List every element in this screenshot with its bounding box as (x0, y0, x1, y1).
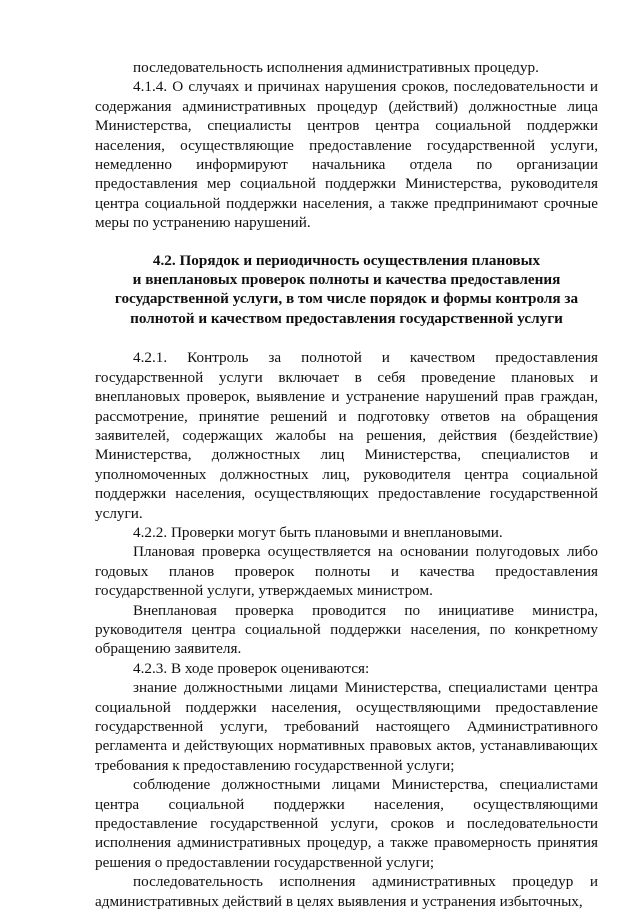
paragraph: соблюдение должностными лицами Министерства, специалистами центра социальной поддержки населения, осуществляющими предоставление государственной услуги, сроков и последовательности исполнения административных процедур, а также правомерность принятия решения о предоставлении государственной услуги; (95, 776, 598, 871)
paragraph: последовательность исполнения административных процедур. (133, 59, 539, 76)
heading-line: полнотой и качеством предоставления государственной услуги (130, 309, 563, 327)
heading-line: 4.2. Порядок и периодичность осуществления плановых (152, 251, 541, 269)
paragraph: 4.1.4. О случаях и причинах нарушения сроков, последовательности и содержания административных процедур (действий) должностные лица Министерства, специалисты центров центра социальной поддержки населения, осуществляющие предоставление государственной услуги, немедленно информируют начальника отдела по организации предоставления мер социальной поддержки Министерства, руководителя центра социальной поддержки населения, а также предпринимают срочные меры по устранению нарушений. (95, 78, 598, 232)
paragraph: 4.2.1. Контроль за полнотой и качеством предоставления государственной услуги включает в себя проведение плановых и внеплановых проверок, выявление и устранение нарушений прав граждан, рассмотрение, принятие решений и подготовку ответов на обращения заявителей, содержащих жалобы на решения, действия (бездействие) Министерства, должностных лиц Министерства, специалистов и уполномоченных должностных лиц, руководителя центра социальной поддержки населения, осуществляющих предоставление государственной услуги. (95, 349, 598, 522)
paragraph: знание должностными лицами Министерства, специалистами центра социальной поддержки населения, осуществляющими предоставление государственной услуги, требований настоящего Административного регламента и действующих нормативных правовых актов, устанавливающих требования к предоставлению государственной услуги; (95, 679, 598, 774)
paragraph: 4.2.3. В ходе проверок оцениваются: (133, 659, 370, 677)
paragraph: Плановая проверка осуществляется на основании полугодовых либо годовых планов проверок полноты и качества предоставления государственной услуги, утверждаемых министром. (95, 543, 598, 600)
paragraph: Внеплановая проверка проводится по инициативе министра, руководителя центра социальной поддержки населения, по конкретному обращению заявителя. (95, 601, 598, 658)
heading-line: государственной услуги, в том числе порядок и формы контроля за (114, 290, 579, 308)
section-heading (103, 251, 590, 329)
paragraph: последовательность исполнения административных процедур и административных действий в целях выявления и устранения избыточных, (95, 873, 598, 910)
heading-line: и внеплановых проверок полноты и качества предоставления (132, 271, 561, 289)
paragraph: 4.2.2. Проверки могут быть плановыми и внеплановыми. (133, 523, 503, 541)
